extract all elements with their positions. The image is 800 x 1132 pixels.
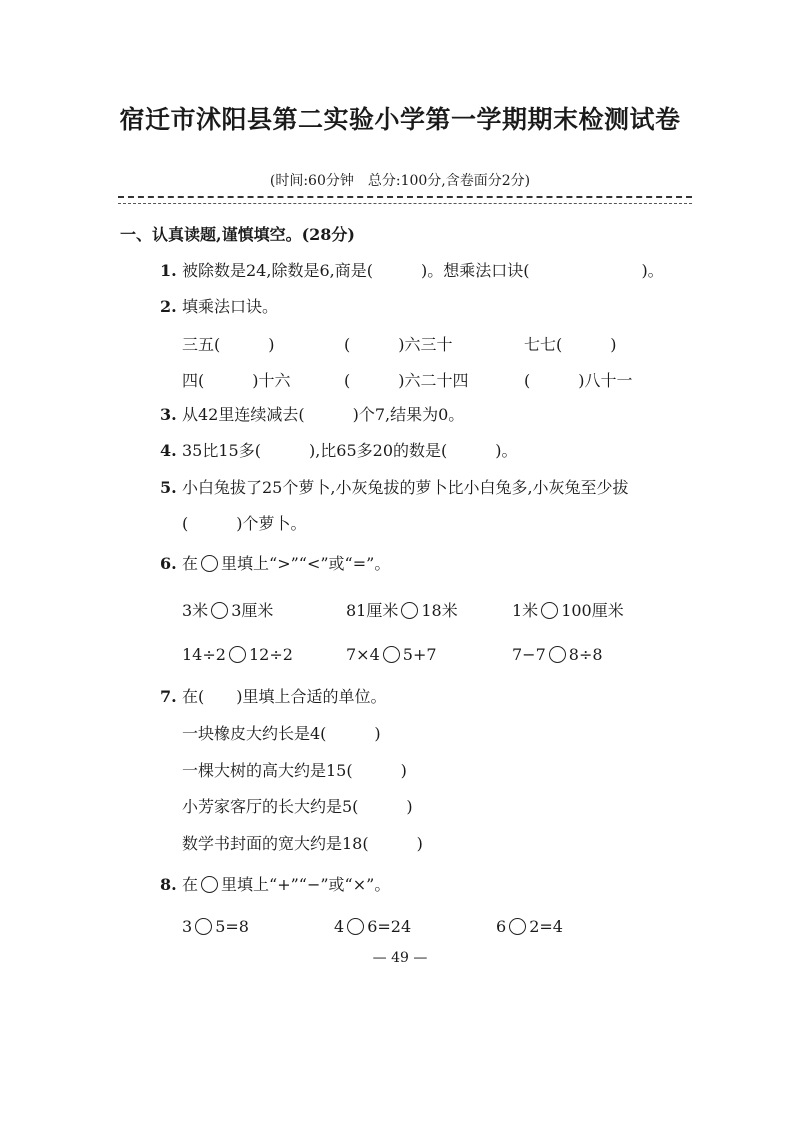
question-text: 在( )里填上合适的单位。 (182, 687, 387, 706)
circle-blank-icon (549, 646, 566, 663)
question-text: 被除数是24,除数是6,商是( )。想乘法口诀( )。 (182, 261, 664, 280)
question-number: 4. (160, 441, 177, 460)
question-8 (160, 872, 390, 895)
question-number: 6. (160, 554, 177, 573)
operand-left: 4 (334, 917, 345, 936)
page-number: — 49 — (372, 950, 428, 966)
operator-item (496, 917, 563, 936)
compare-left: 7×4 (346, 645, 380, 664)
circle-blank-icon (541, 602, 558, 619)
divider (118, 196, 692, 198)
operand-right: 2=4 (529, 917, 563, 936)
question-text: 填乘法口诀。 (182, 297, 279, 316)
blank-item: 七七( ) (524, 335, 617, 354)
compare-left: 3米 (182, 601, 209, 620)
compare-left: 1米 (512, 601, 539, 620)
question-2 (160, 294, 278, 317)
section-heading: 一、认真读题,谨慎填空。(28分) (120, 225, 355, 244)
compare-item (182, 645, 293, 664)
unit-item: 一块橡皮大约长是4( ) (182, 724, 381, 743)
compare-item (346, 645, 437, 664)
blank-item: ( )六二十四 (344, 371, 469, 390)
question-number: 7. (160, 687, 177, 706)
operand-left: 3 (182, 917, 193, 936)
unit-item: 小芳家客厅的长大约是5( ) (182, 797, 413, 816)
operand-right: 5=8 (215, 917, 249, 936)
question-text-continued: ( )个萝卜。 (182, 514, 307, 533)
unit-item: 一棵大树的高大约是15( ) (182, 761, 407, 780)
compare-item (346, 598, 458, 621)
circle-blank-icon (347, 918, 364, 935)
circle-blank-icon (201, 555, 218, 572)
circle-blank-icon (229, 646, 246, 663)
circle-blank-icon (383, 646, 400, 663)
operator-item (182, 917, 249, 936)
compare-item (182, 598, 273, 621)
question-number: 2. (160, 297, 177, 316)
question-1 (160, 258, 664, 281)
blank-item: ( )六三十 (344, 335, 453, 354)
compare-right: 12÷2 (248, 645, 293, 664)
compare-right: 5+7 (402, 645, 437, 664)
compare-left: 14÷2 (182, 645, 226, 664)
blank-item: ( )八十一 (524, 371, 633, 390)
compare-right: 18米 (421, 601, 458, 620)
compare-left: 7−7 (512, 645, 546, 664)
blank-item: 三五( ) (182, 335, 275, 354)
question-text: 在 (182, 875, 199, 894)
question-number: 5. (160, 478, 177, 497)
question-text: 里填上“>”“<”或“=”。 (221, 554, 391, 573)
circle-blank-icon (401, 602, 418, 619)
question-text: 里填上“+”“−”或“×”。 (221, 875, 391, 894)
question-7 (160, 684, 387, 707)
operator-item (334, 917, 411, 936)
compare-right: 100厘米 (561, 601, 624, 620)
compare-left: 81厘米 (346, 601, 399, 620)
circle-blank-icon (509, 918, 526, 935)
question-number: 8. (160, 875, 177, 894)
circle-blank-icon (211, 602, 228, 619)
compare-item (512, 598, 624, 621)
circle-blank-icon (201, 876, 218, 893)
divider (118, 203, 692, 204)
compare-right: 8÷8 (568, 645, 603, 664)
question-number: 3. (160, 405, 177, 424)
question-text: 35比15多( ),比65多20的数是( )。 (182, 441, 518, 460)
question-3 (160, 402, 464, 425)
operand-right: 6=24 (367, 917, 412, 936)
question-5 (160, 475, 629, 498)
compare-item (512, 645, 603, 664)
question-number: 1. (160, 261, 177, 280)
operand-left: 6 (496, 917, 507, 936)
compare-right: 3厘米 (231, 601, 274, 620)
unit-item: 数学书封面的宽大约是18( ) (182, 834, 423, 853)
question-6 (160, 551, 390, 574)
exam-info: (时间:60分钟 总分:100分,含卷面分2分) (269, 173, 531, 189)
circle-blank-icon (195, 918, 212, 935)
question-text: 小白兔拔了25个萝卜,小灰兔拔的萝卜比小白兔多,小灰兔至少拔 (182, 478, 629, 497)
question-4 (160, 438, 518, 461)
question-text: 在 (182, 554, 199, 573)
blank-item: 四( )十六 (182, 371, 291, 390)
page-title: 宿迁市沭阳县第二实验小学第一学期期末检测试卷 (119, 105, 681, 134)
question-text: 从42里连续减去( )个7,结果为0。 (182, 405, 465, 424)
